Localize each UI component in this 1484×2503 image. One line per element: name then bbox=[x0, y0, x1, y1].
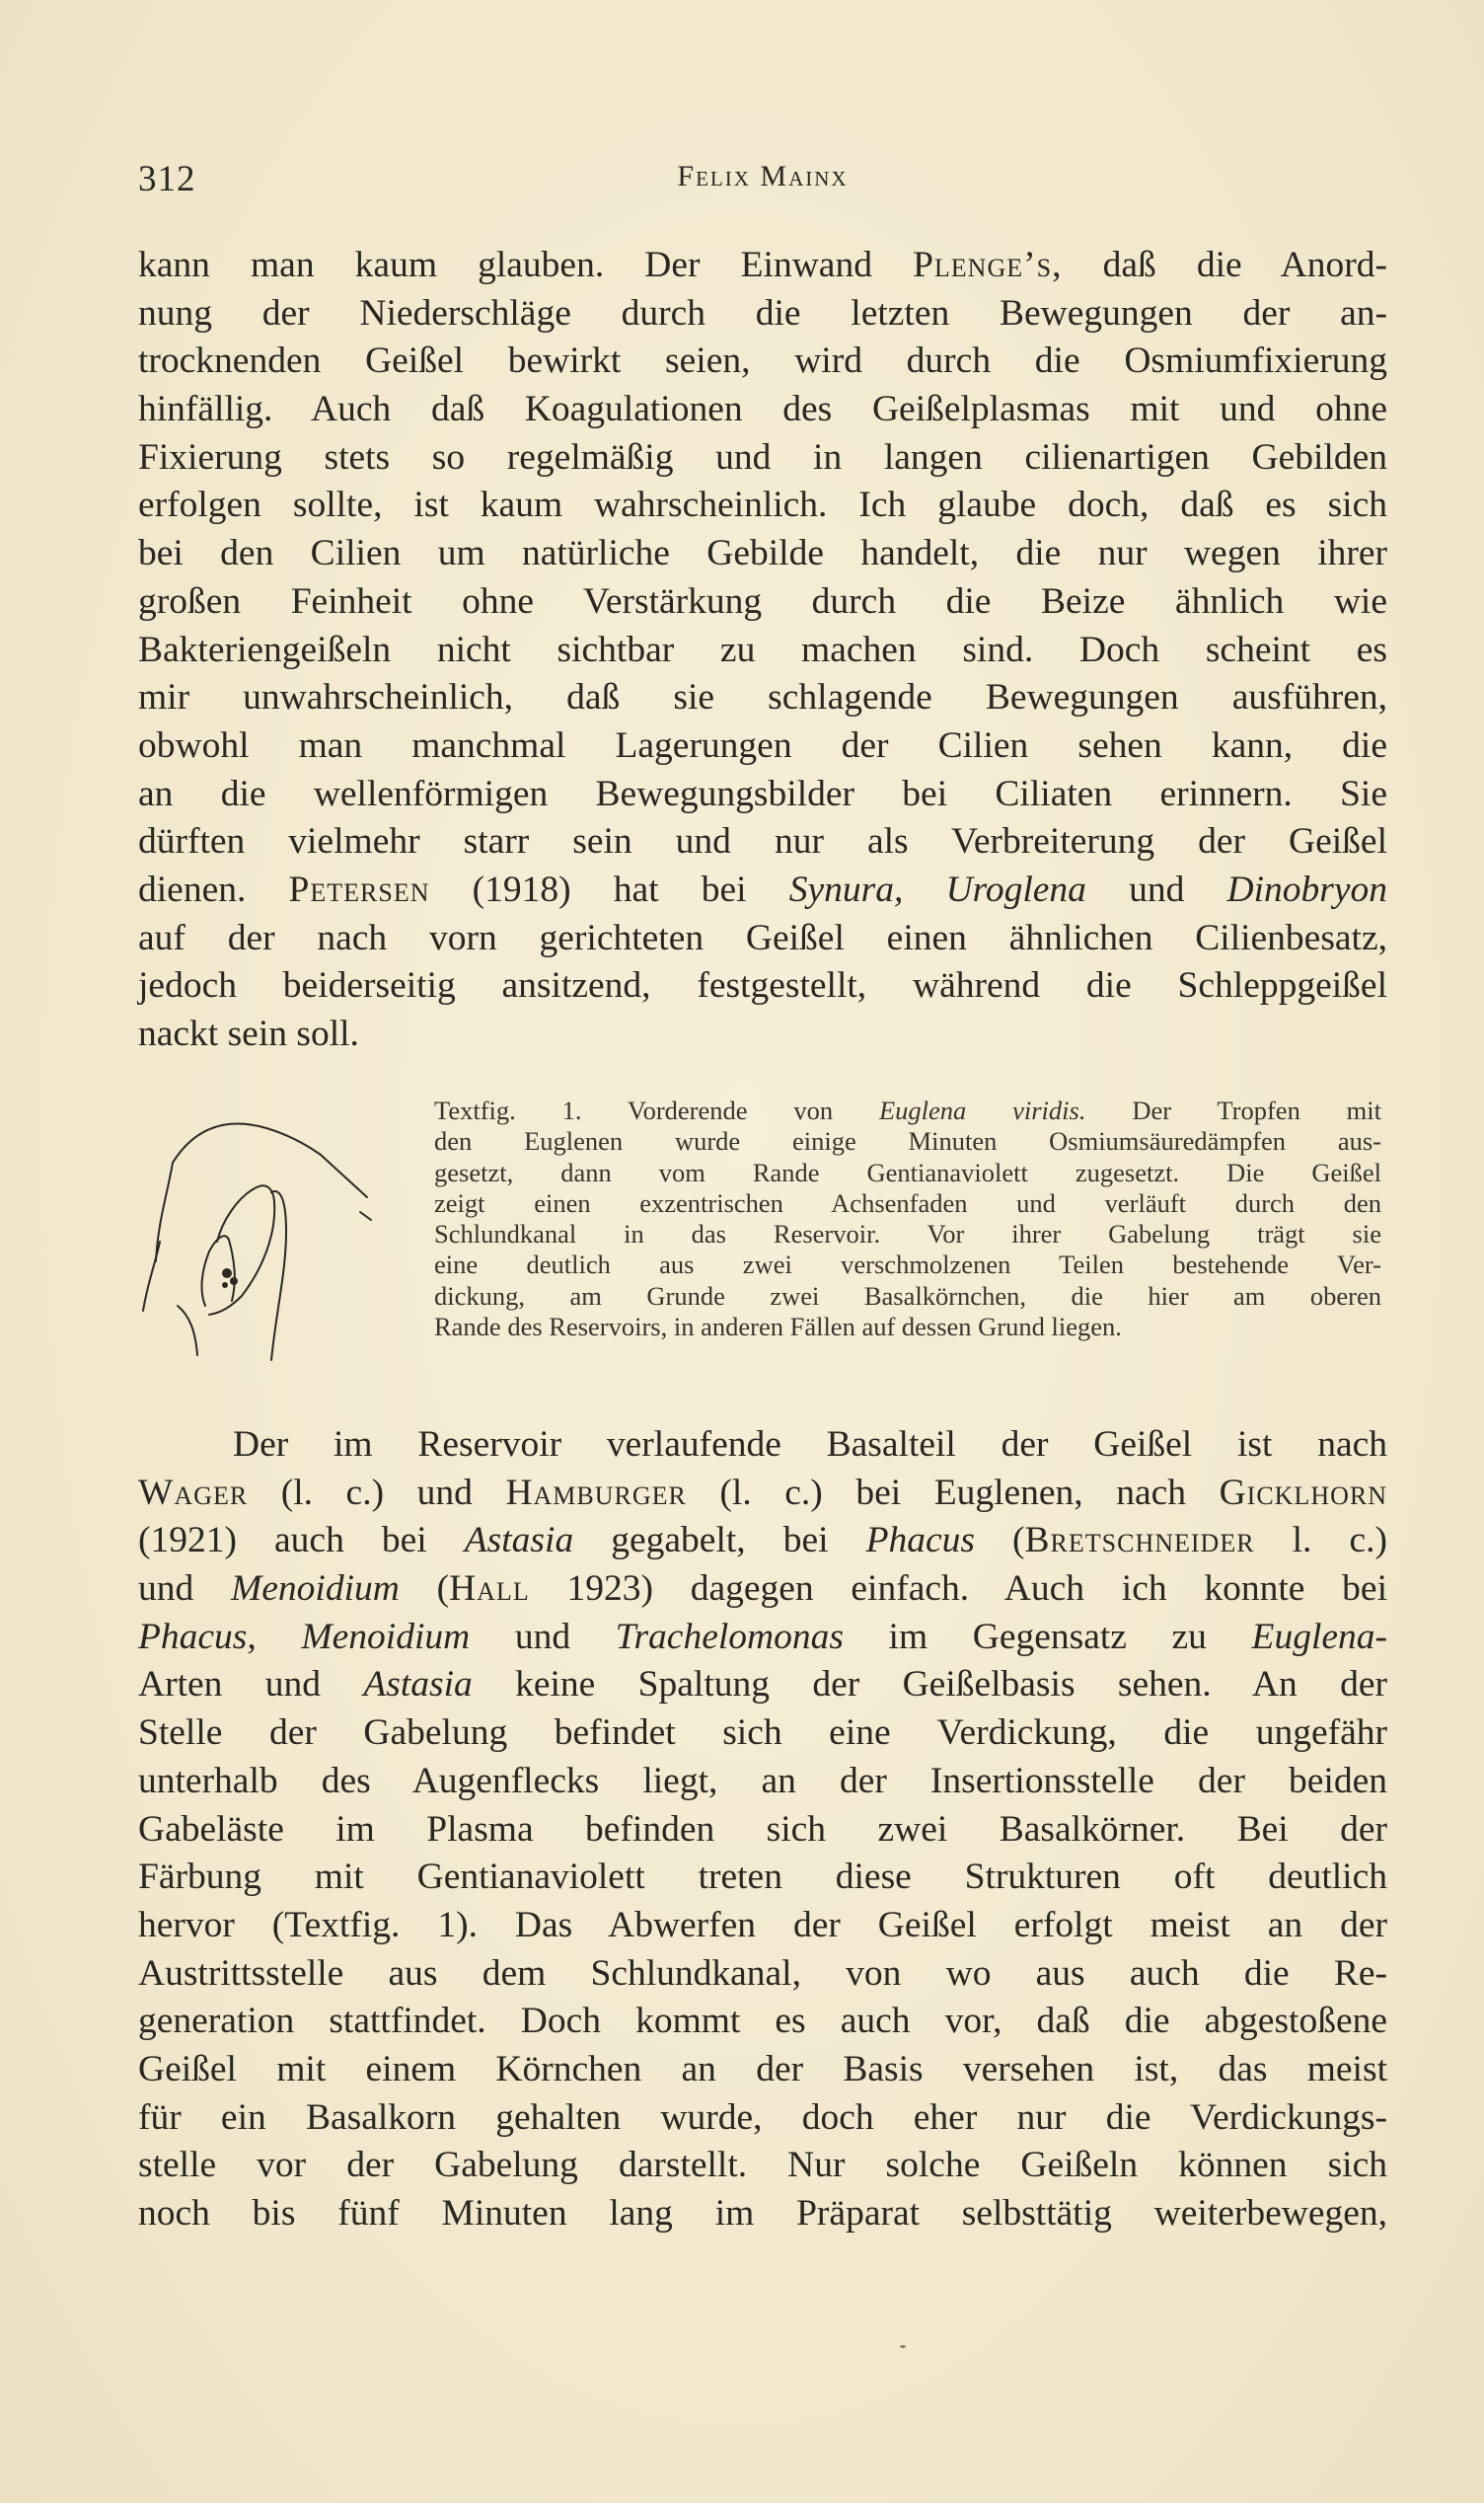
page-header bbox=[138, 158, 1387, 203]
text-line: trocknenden Geißel bewirkt seien, wird durch die Osmiumfixierung bbox=[138, 341, 1387, 382]
text-line: an die wellenförmigen Bewegungsbilder bei Ciliaten erinnern. Sie bbox=[138, 773, 1387, 814]
caption-line: dickung, am Grunde zwei Basalkörnchen, die hier am oberen bbox=[434, 1280, 1381, 1311]
text-line: dienen. Petersen (1918) hat bei Synura, Uroglena und Dinobryon bbox=[138, 869, 1388, 910]
caption-line: gesetzt, dann vom Rande Gentianaviolett zugesetzt. Die Geißel bbox=[434, 1157, 1381, 1187]
text-line: und Menoidium (Hall 1923) dagegen einfach. Auch ich konnte bei bbox=[138, 1568, 1387, 1610]
caption-line: den Euglenen wurde einige Minuten Osmiumsäuredämpfen aus- bbox=[434, 1126, 1381, 1157]
text-line: auf der nach vorn gerichteten Geißel einen ähnlichen Cilienbesatz, bbox=[138, 917, 1387, 958]
text-line: Gabeläste im Plasma befinden sich zwei Basalkörner. Bei der bbox=[138, 1808, 1387, 1850]
running-head: Felix Mainx bbox=[677, 160, 849, 192]
text-line: großen Feinheit ohne Verstärkung durch die Beize ähnlich wie bbox=[138, 580, 1387, 622]
text-line: dürften vielmehr starr sein und nur als Verbreiterung der Geißel bbox=[138, 821, 1387, 863]
basal-granule bbox=[230, 1277, 238, 1285]
text-figure-1 bbox=[138, 1096, 1387, 1382]
text-line: generation stattfindet. Doch kommt es auch vor, daß die abgestoßene bbox=[138, 2001, 1387, 2042]
reservoir-outline bbox=[209, 1185, 274, 1315]
caption-line: zeigt einen exzentrischen Achsenfaden und verläuft durch den bbox=[434, 1187, 1381, 1218]
paragraph-1 bbox=[138, 242, 1387, 1059]
text-line: mir unwahrscheinlich, daß sie schlagende Bewegungen ausführen, bbox=[138, 677, 1387, 719]
euglena-outline-left-lower bbox=[178, 1306, 197, 1355]
text-line: Phacus, Menoidium und Trachelomonas im Gegensatz zu Euglena- bbox=[138, 1616, 1387, 1657]
text-line: Geißel mit einem Körnchen an der Basis versehen ist, das meist bbox=[138, 2048, 1387, 2089]
text-line: für ein Basalkorn gehalten wurde, doch eher nur die Verdickungs- bbox=[138, 2096, 1387, 2138]
page-number: 312 bbox=[138, 159, 196, 199]
thickening bbox=[222, 1282, 228, 1288]
text-line: hinfällig. Auch daß Koagulationen des Geißelplasmas mit und ohne bbox=[138, 389, 1387, 430]
text-line: unterhalb des Augenflecks liegt, an der Insertionsstelle der beiden bbox=[138, 1760, 1387, 1801]
caption-line: Textfig. 1. Vorderende von Euglena viridis. Der Tropfen mit bbox=[434, 1096, 1381, 1125]
text-line: kann man kaum glauben. Der Einwand Plenge’s, daß die Anord- bbox=[138, 245, 1387, 285]
text-line: Wager (l. c.) und Hamburger (l. c.) bei Euglenen, nach Gicklhorn bbox=[138, 1472, 1387, 1513]
text-line: erfolgen sollte, ist kaum wahrscheinlich. Ich glaube doch, daß es sich bbox=[138, 485, 1387, 526]
caption-line: Rande des Reservoirs, in anderen Fällen auf dessen Grund liegen. bbox=[434, 1312, 1122, 1342]
text-line: Färbung mit Gentianaviolett treten diese Strukturen oft deutlich bbox=[138, 1857, 1387, 1898]
text-line: bei den Cilien um natürliche Gebilde handelt, die nur wegen ihrer bbox=[138, 533, 1387, 574]
text-line: Fixierung stets so regelmäßig und in langen cilienartigen Gebilden bbox=[138, 436, 1387, 478]
text-line: nung der Niederschläge durch die letzten Bewegungen der an- bbox=[138, 292, 1387, 334]
text-line: jedoch beiderseitig ansitzend, festgestellt, während die Schleppgeißel bbox=[138, 965, 1387, 1007]
flagellum-tip bbox=[360, 1212, 371, 1220]
caption-line: Schlundkanal in das Reservoir. Vor ihrer Gabelung trägt sie bbox=[434, 1219, 1381, 1250]
text-line: stelle vor der Gabelung darstellt. Nur solche Geißeln können sich bbox=[138, 2145, 1387, 2186]
text-line: noch bis fünf Minuten lang im Präparat selbsttätig weiterbewegen, bbox=[138, 2193, 1387, 2234]
text-line: Arten und Astasia keine Spaltung der Geißelbasis sehen. An der bbox=[138, 1664, 1387, 1706]
text-line: obwohl man manchmal Lagerungen der Cilien sehen kann, die bbox=[138, 724, 1387, 766]
cell-body-edge bbox=[143, 1242, 160, 1311]
text-line: nackt sein soll. bbox=[138, 1014, 359, 1054]
figure-caption bbox=[434, 1096, 1381, 1342]
basal-granule bbox=[222, 1268, 232, 1278]
paragraph-2 bbox=[138, 1421, 1387, 2238]
text-line: Stelle der Gabelung befindet sich eine Verdickung, die ungefähr bbox=[138, 1712, 1387, 1754]
text-line: hervor (Textfig. 1). Das Abwerfen der Geißel erfolgt meist an der bbox=[138, 1904, 1387, 1945]
flagellum-segment bbox=[321, 1155, 367, 1197]
text-line: Austrittsstelle aus dem Schlundkanal, von wo aus auch die Re- bbox=[138, 1952, 1387, 1994]
paper-speck bbox=[900, 2345, 906, 2348]
text-line: Der im Reservoir verlaufende Basalteil der Geißel ist nach bbox=[233, 1424, 1387, 1465]
euglena-figure-drawing bbox=[138, 1103, 424, 1370]
text-line: (1921) auch bei Astasia gegabelt, bei Phacus (Bretschneider l. c.) bbox=[138, 1520, 1387, 1561]
caption-line: eine deutlich aus zwei verschmolzenen Teilen bestehende Ver- bbox=[434, 1250, 1381, 1280]
euglena-outline-upper bbox=[173, 1124, 321, 1163]
text-line: Bakteriengeißeln nicht sichtbar zu machen sind. Doch scheint es bbox=[138, 629, 1387, 670]
